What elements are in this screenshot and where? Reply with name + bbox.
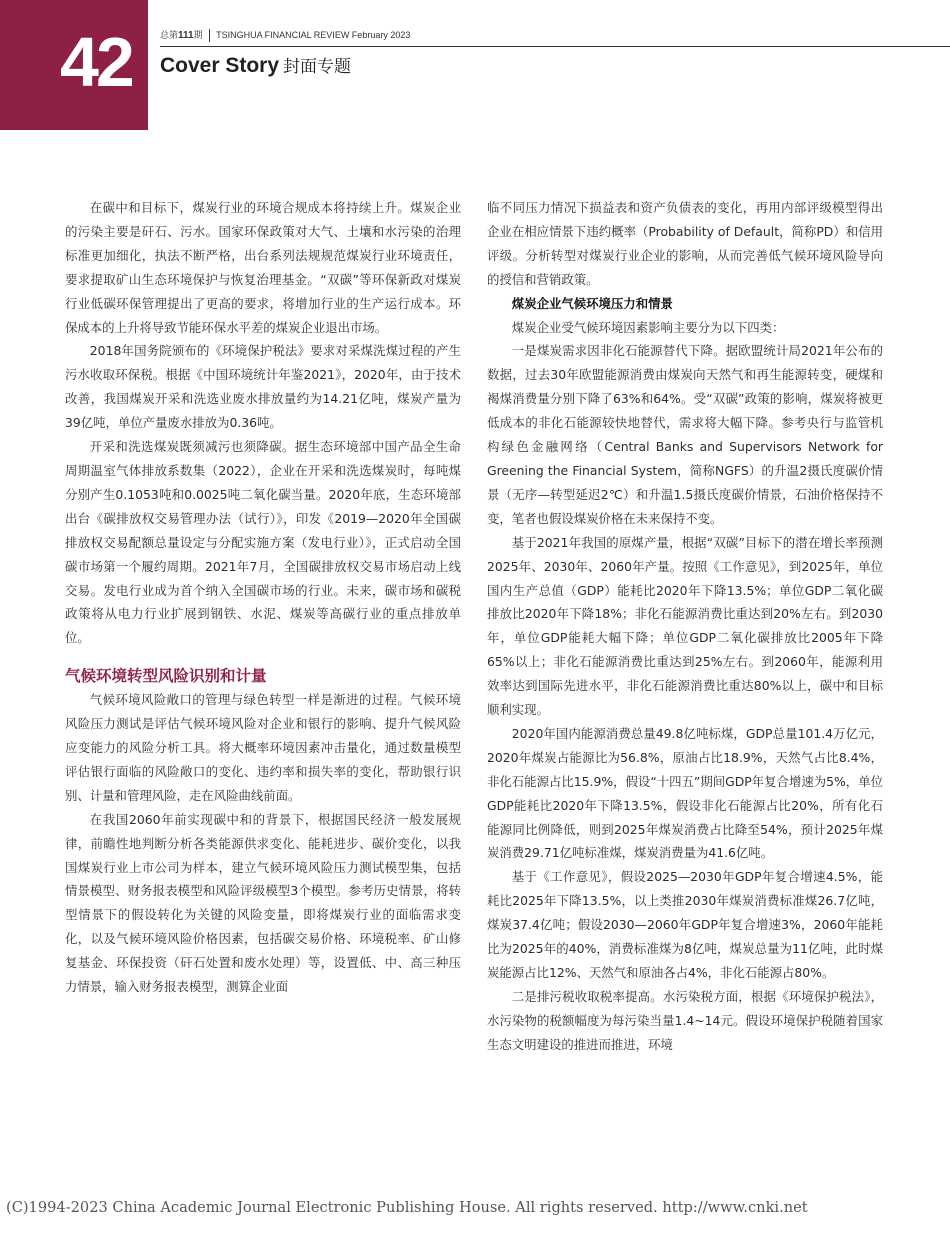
right-column (487, 196, 883, 1057)
left-column (65, 196, 461, 999)
section-heading (160, 52, 351, 81)
paragraph: 基于2021年我国的原煤产量，根据“双碳”目标下的潜在增长率预测2025年、2030年、2060年产量。按照《工作意见》，到2025年，单位国内生产总值（GDP）能耗比2020年下降13.5%；单位GDP二氧化碳排放比2020年下降18%；非化石能源消费比重达到20%左右。到2030年，单位GDP能耗大幅下降；单位GDP二氧化碳排放比2005年下降65%以上；非化石能源消费比重达到25%左右。到2060年，能源利用效率达到国际先进水平，非化石能源消费比重达80%以上，碳中和目标顺利实现。 (487, 534, 883, 718)
paragraph: 一是煤炭需求因非化石能源替代下降。据欧盟统计局2021年公布的数据，过去30年欧盟能源消费由煤炭向天然气和再生能源转变，硬煤和褐煤消费量分别下降了63%和64%。受“双碳”政策的影响，煤炭将被更低成本的非化石能源较快地替代，需求将大幅下降。参考央行与监管机构绿色金融网络（Central Banks and Supervisors Network for Greening the Financial System，简称NGFS）的升温2摄氏度碳价情景（无序—转型延迟2℃）和升温1.5摄氏度碳价情景，石油价格保持不变，笔者也假设煤炭价格在未来保持不变。 (487, 343, 883, 526)
issue-prefix: 总第 (160, 30, 179, 40)
page-number: 42 (60, 23, 132, 101)
issue-suffix: 期 (193, 30, 203, 40)
header-rule (160, 46, 950, 47)
paragraph: 在我国2060年前实现碳中和的背景下，根据国民经济一般发展规律，前瞻性地判断分析各类能源供求变化、能耗进步、碳价变化，以我国煤炭行业上市公司为样本，建立气候环境风险压力测试模型集，包括情景模型、财务报表模型和风险评级模型3个模型。参考历史情景，将转型情景下的假设转化为关键的风险变量，即将煤炭行业的面临需求变化，以及气候环境风险价格因素，包括碳交易价格、环境税率、矿山修复基金、环保投资（矸石处置和废水处理）等，设置低、中、高三种压力情景，输入财务报表模型，测算企业面 (65, 811, 461, 995)
section-title: 气候环境转型风险识别和计量 (65, 667, 267, 686)
paragraph: 2018年国务院颁布的《环境保护税法》要求对采煤洗煤过程的产生污水收取环保税。根据《中国环境统计年鉴2021》，2020年，由于技术改善，我国煤炭开采和洗选业废水排放量约为14.21亿吨，煤炭产量为39亿吨，单位产量废水排放为0.36吨。 (65, 343, 461, 431)
copyright-footer: (C)1994-2023 China Academic Journal Electronic Publishing House. All rights reserved. http://www.cnki.net (6, 1199, 808, 1216)
paragraph: 二是排污税收取税率提高。水污染税方面，根据《环境保护税法》，水污染物的税额幅度为每污染当量1.4~14元。假设环境保护税随着国家生态文明建设的推进而推进，环境 (487, 988, 883, 1052)
page-number-block (0, 0, 148, 130)
section-title-cn: 封面专题 (283, 57, 352, 77)
subsection-title: 煤炭企业气候环境压力和情景 (511, 295, 673, 311)
paragraph: 2020年国内能源消费总量49.8亿吨标煤，GDP总量101.4万亿元，2020年煤炭占能源比为56.8%，原油占比18.9%，天然气占比8.4%，非化石能源占比15.9%，假设“十四五”期间GDP年复合增速为5%，单位GDP能耗比2020年下降13.5%，假设非化石能源占比20%，所有化石能源同比例降低，则到2025年煤炭消费占比降至54%，预计2025年煤炭消费29.71亿吨标准煤，煤炭消费量为41.6亿吨。 (487, 725, 883, 861)
paragraph: 临不同压力情况下损益表和资产负债表的变化，再用内部评级模型得出企业在相应情景下违约概率（Probability of Default，简称PD）和信用评级。分析转型对煤炭行业企业的影响，从而完善低气候环境风险导向的授信和营销政策。 (487, 200, 883, 287)
paragraph: 气候环境风险敞口的管理与绿色转型一样是渐进的过程。气候环境风险压力测试是评估气候环境风险对企业和银行的影响、提升气候风险应变能力的风险分析工具。将大概率环境因素冲击量化，通过数量模型评估银行面临的风险敞口的变化、违约率和损失率的变化，帮助银行识别、计量和管理风险，走在风险曲线前面。 (65, 692, 461, 803)
issue-number: 111 (178, 30, 194, 41)
header-separator (209, 29, 211, 42)
paragraph: 基于《工作意见》，假设2025—2030年GDP年复合增速4.5%，能耗比2025年下降13.5%，以上类推2030年煤炭消费标准煤26.7亿吨，煤炭37.4亿吨；假设2030—2060年GDP年复合增速3%，2060年能耗比为2025年的40%，消费标准煤为8亿吨，煤炭总量为11亿吨，此时煤炭能源占比12%、天然气和原油各占4%，非化石能源占80%。 (487, 869, 883, 980)
journal-name: TSINGHUA FINANCIAL REVIEW February 2023 (216, 30, 411, 40)
paragraph: 开采和洗选煤炭既须减污也须降碳。据生态环境部中国产品全生命周期温室气体排放系数集（2022），企业在开采和洗选煤炭时，每吨煤分别产生0.1053吨和0.0025吨二氧化碳当量。2020年底，生态环境部出台《碳排放权交易管理办法（试行）》，印发《2019—2020年全国碳排放权交易配额总量设定与分配实施方案（发电行业）》，正式启动全国碳市场第一个履约周期。2021年7月，全国碳排放权交易市场启动上线交易。发电行业成为首个纳入全国碳市场的行业。未来，碳市场和碳税政策将从电力行业扩展到钢铁、水泥、煤炭等高碳行业的重点排放单位。 (65, 439, 461, 646)
paragraph: 在碳中和目标下，煤炭行业的环境合规成本将持续上升。煤炭企业的污染主要是矸石、污水。国家环保政策对大气、土壤和水污染的治理标准更加细化，执法不断严格，出台系列法规规范煤炭行业环境责任，要求提取矿山生态环境保护与恢复治理基金。“双碳”等环保新政对煤炭行业低碳环保管理提出了更高的要求，将增加行业的生产运行成本。环保成本的上升将导致节能环保水平差的煤炭企业退出市场。 (65, 200, 461, 335)
paragraph: 煤炭企业受气候环境因素影响主要分为以下四类： (511, 319, 785, 335)
section-title-en: Cover Story (160, 54, 280, 77)
issue-line (160, 28, 410, 43)
